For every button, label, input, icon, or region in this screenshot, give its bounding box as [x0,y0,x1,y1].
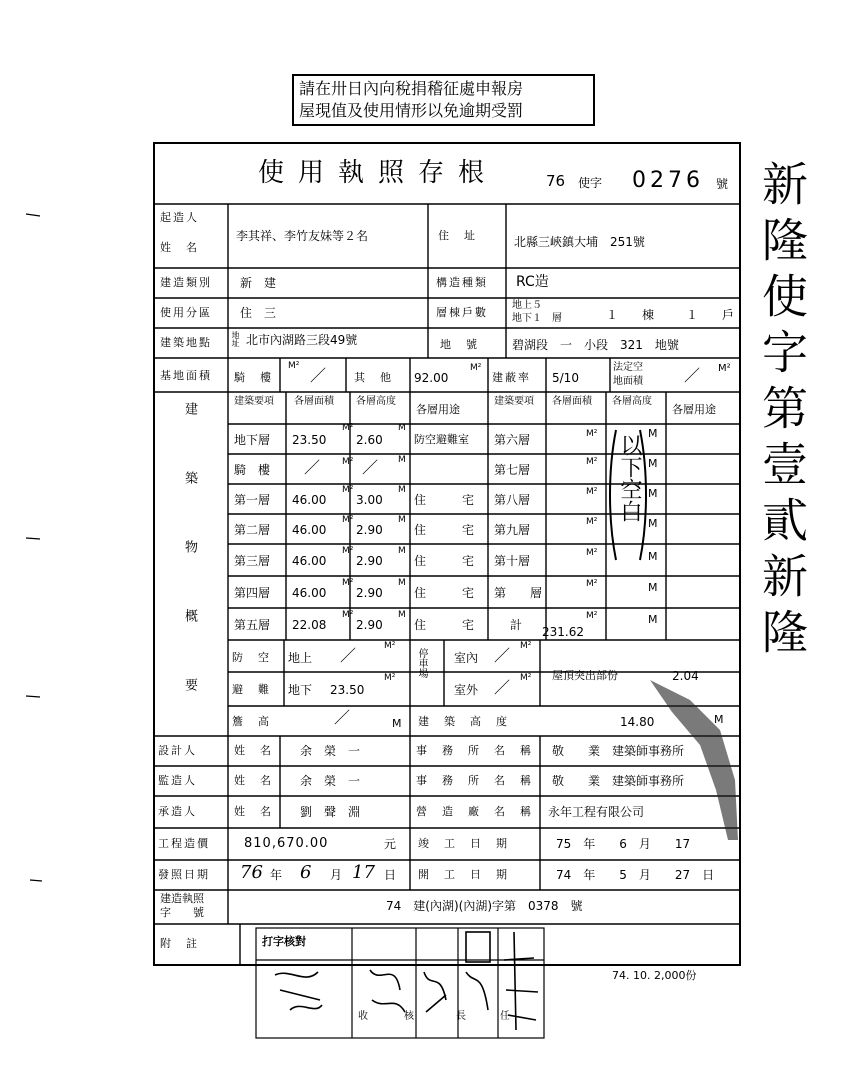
col-use: 各層用途 [416,403,460,416]
unit-m2: M² [342,485,354,495]
notice-line-1: 請在卅日內向稅捐稽征處申報房 [299,79,524,98]
unit-m2-other: M² [470,363,482,373]
label-designer-office: 事 務 所 名 稱 [416,744,533,757]
floor-use: 住 宅 [414,493,475,507]
footer-print-note: 74. 10. 2,000份 [612,969,697,982]
value-start: 74 年 5 月 27 日 [556,868,715,882]
label-legal-open-1: 法定空 [613,362,643,373]
label-parking-in: 室內 [454,651,479,665]
floor-area: 22.08 [292,618,327,632]
floor-name: 第二層 [234,523,271,537]
label-designer-name: 姓 名 [234,744,273,757]
label-cost: 工程造價 [158,837,210,850]
floor-area: 46.00 [292,493,327,507]
floor-height: 2.90 [356,586,383,600]
label-arcade: 騎 樓 [234,371,273,384]
unit-m2-right: M² [586,429,598,439]
col-height: 各層高度 [356,396,396,407]
value-eaves: ／ [334,708,351,727]
floor-area: ／ [304,458,321,477]
value-floors-below: 地下１ 層 [512,313,562,324]
floor-height: 2.60 [356,433,383,447]
unit-m2-parking-in: M² [520,641,532,651]
floor-name-right: 第十層 [494,554,531,568]
unit-m: M [398,578,406,588]
floor-area-total: 231.62 [542,625,584,639]
label-building-height: 建 築 高 度 [418,715,509,728]
floor-height: 2.90 [356,554,383,568]
floor-name: 第一層 [234,493,271,507]
label-lot: 地 號 [440,338,479,351]
label-eaves: 簷 高 [232,715,271,728]
value-buildings: １ 棟 [606,308,655,322]
unit-m-right: M [648,457,658,470]
unit-m-right: M [648,581,658,594]
unit-m2-parking-out: M² [520,673,532,683]
floor-use: 住 宅 [414,618,475,632]
floor-name-right: 第 層 [494,586,543,600]
label-site-address: 地址 [231,331,240,347]
label-supervisor-name: 姓 名 [234,774,273,787]
label-building-summary: 建築物概要 [182,402,197,747]
label-parking-out: 室外 [454,683,479,697]
label-site: 建築地點 [160,336,212,349]
floor-area: 46.00 [292,523,327,537]
label-designer: 設計人 [158,744,197,757]
label-permit-no-2: 字 號 [160,906,204,919]
side-stamp: 新隆使字第壹貳新隆 [755,160,809,664]
value-legal-open: ／ [684,366,701,385]
floor-name: 第四層 [234,586,271,600]
label-issue-date: 發照日期 [158,868,210,881]
floor-name: 騎 樓 [234,463,271,477]
unit-m: M [398,423,406,433]
label-contractor: 承造人 [158,805,197,818]
label-coverage: 建蔽率 [492,371,531,384]
col-height-right: 各層高度 [612,396,652,407]
label-roof: 屋頂突出部份 [552,669,618,682]
floor-name-right: 第七層 [494,463,531,477]
seal-mark [466,932,490,962]
floor-height: 3.00 [356,493,383,507]
label-shelter: 防 空 [232,651,271,664]
value-completion: 75 年 6 月 17 [556,837,691,851]
unit-m2-right: M² [586,517,598,527]
value-applicant: 李其祥、李竹友妹等２名 [236,229,369,243]
value-address: 北縣三峽鎮大埔 251號 [514,235,645,249]
floor-height: ／ [362,458,379,477]
label-base-area: 基地面積 [160,369,212,382]
value-designer-office: 敬 業 建築師事務所 [552,744,685,758]
seal-label-d: 任 [500,1011,510,1022]
col-area-right: 各層面積 [552,396,592,407]
floor-use: 住 宅 [414,586,475,600]
value-issue-day: 17 [352,862,375,883]
seal-label-c: 長 [456,1011,466,1022]
value-company: 永年工程有限公司 [548,805,645,819]
unit-m-right: M [648,550,658,563]
unit-m2: M² [342,610,354,620]
floor-name: 第五層 [234,618,271,632]
unit-m-right: M [648,487,658,500]
unit-m: M [398,485,406,495]
unit-m2-right: M² [586,579,598,589]
unit-m-right: M [648,613,658,626]
value-roof: 2.04 [672,669,699,683]
seal-label-b: 核 [404,1011,414,1022]
issue-date-unit-year: 年 [270,868,283,882]
permit-number: 0276 [632,168,704,193]
value-contractor: 劉 聲 淵 [300,805,361,819]
floor-area: 46.00 [292,554,327,568]
label-other: 其 他 [354,371,393,384]
floor-area: 23.50 [292,433,327,447]
unit-m-right: M [648,517,658,530]
value-lot: 碧湖段 一 小段 321 地號 [512,338,679,352]
permit-word: 使字 [578,176,603,190]
value-designer: 余 榮 一 [300,744,361,758]
unit-m2-right: M² [586,487,598,497]
unit-m2: M² [342,457,354,467]
issue-date-unit-day: 日 [384,868,397,882]
unit-m2: M² [342,546,354,556]
value-permit: 74 建(內湖)(內湖)字第 0378 號 [386,899,583,913]
label-use-zone: 使用分區 [160,306,212,319]
floor-use: 住 宅 [414,523,475,537]
unit-m2: M² [342,423,354,433]
label-permit-no-1: 建造執照 [160,892,204,905]
seal-mark [466,972,488,1010]
value-issue-year: 76 [240,862,263,883]
unit-m2-legal: M² [718,363,731,374]
label-supervisor-office: 事 務 所 名 稱 [416,774,533,787]
seal-mark [424,972,446,1012]
label-supervisor: 監造人 [158,774,197,787]
label-address: 住 址 [438,229,477,242]
label-contractor-name: 姓 名 [234,805,273,818]
floor-height: 2.90 [356,618,383,632]
col-area: 各層面積 [294,396,334,407]
unit-m-right: M [648,427,658,440]
label-floors-units: 層棟戶數 [436,306,488,319]
unit-m2: M² [342,578,354,588]
value-shelter-below: 23.50 [330,683,365,697]
value-shelter-above: ／ [340,646,357,665]
value-coverage: 5/10 [552,371,579,385]
value-base-arcade: ／ [310,366,327,385]
notice-line-2: 屋現值及使用情形以免逾期受罰 [299,101,524,120]
value-floors-above: 地上５ [512,300,542,311]
label-applicant-name: 姓 名 [160,241,199,254]
unit-m2: M² [342,515,354,525]
col-use-right: 各層用途 [672,403,716,416]
value-cost-unit: 元 [384,837,397,851]
unit-m: M [398,455,406,465]
unit-m: M [398,546,406,556]
unit-m2-right: M² [586,611,598,621]
label-typist: 打字核對 [262,935,306,948]
value-building-height: 14.80 [620,715,655,729]
seal-mark [370,970,405,1012]
floor-name-right: 第六層 [494,433,531,447]
unit-m2-shelter-below: M² [384,673,396,683]
value-parking-out: ／ [494,678,511,697]
blank-note: 以下空白 [617,434,642,522]
value-issue-month: 6 [300,862,312,883]
label-build-type: 建造類別 [160,276,212,289]
value-use-zone: 住 三 [240,306,277,320]
seal-mark [275,972,322,1010]
floor-use: 住 宅 [414,554,475,568]
label-structure: 構造種類 [436,276,488,289]
unit-m: M [398,515,406,525]
unit-m2-right: M² [586,457,598,467]
form-title: 使用執照存根 [258,158,499,188]
col-item-right: 建築要項 [494,396,534,407]
value-structure: RC造 [516,274,549,290]
label-company: 營 造 廠 名 稱 [416,805,533,818]
value-supervisor-office: 敬 業 建築師事務所 [552,774,685,788]
unit-m-height: M [714,713,724,726]
floor-name-right: 計 [510,618,523,632]
label-applicant: 起造人 [160,211,199,224]
label-remarks: 附 註 [160,937,199,950]
unit-m2-right: M² [586,548,598,558]
value-cost: 810,670.00 [244,836,329,851]
value-shelter-above-label: 地上 [288,651,313,665]
floor-use: 防空避難室 [414,433,469,446]
unit-m2-arcade: M² [288,361,300,371]
floor-area: 46.00 [292,586,327,600]
label-start: 開 工 日 期 [418,868,509,881]
label-legal-open-2: 地面積 [613,376,643,387]
value-supervisor: 余 榮 一 [300,774,361,788]
col-item: 建築要項 [234,396,274,407]
floor-height: 2.90 [356,523,383,537]
label-evacuation: 避 難 [232,683,271,696]
value-parking-in: ／ [494,646,511,665]
unit-m: M [398,610,406,620]
floor-name: 地下層 [234,433,271,447]
label-parking: 停車場 [416,648,427,678]
permit-prefix: 76 [546,172,566,190]
value-site: 北市內湖路三段49號 [246,333,358,347]
unit-m2-shelter: M² [384,641,396,651]
floor-name-right: 第九層 [494,523,531,537]
seal-mark [504,932,538,1030]
floor-name-right: 第八層 [494,493,531,507]
value-households: １ 戶 [686,308,735,322]
issue-date-unit-month: 月 [330,868,343,882]
value-build-type: 新 建 [240,276,277,290]
value-shelter-below-label: 地下 [288,683,313,697]
value-base-other: 92.00 [414,371,449,385]
permit-suffix: 號 [716,177,729,191]
seal-label-a: 收 [358,1011,368,1022]
unit-m-eaves: M [392,717,402,730]
floor-name: 第三層 [234,554,271,568]
label-completion: 竣 工 日 期 [418,837,509,850]
